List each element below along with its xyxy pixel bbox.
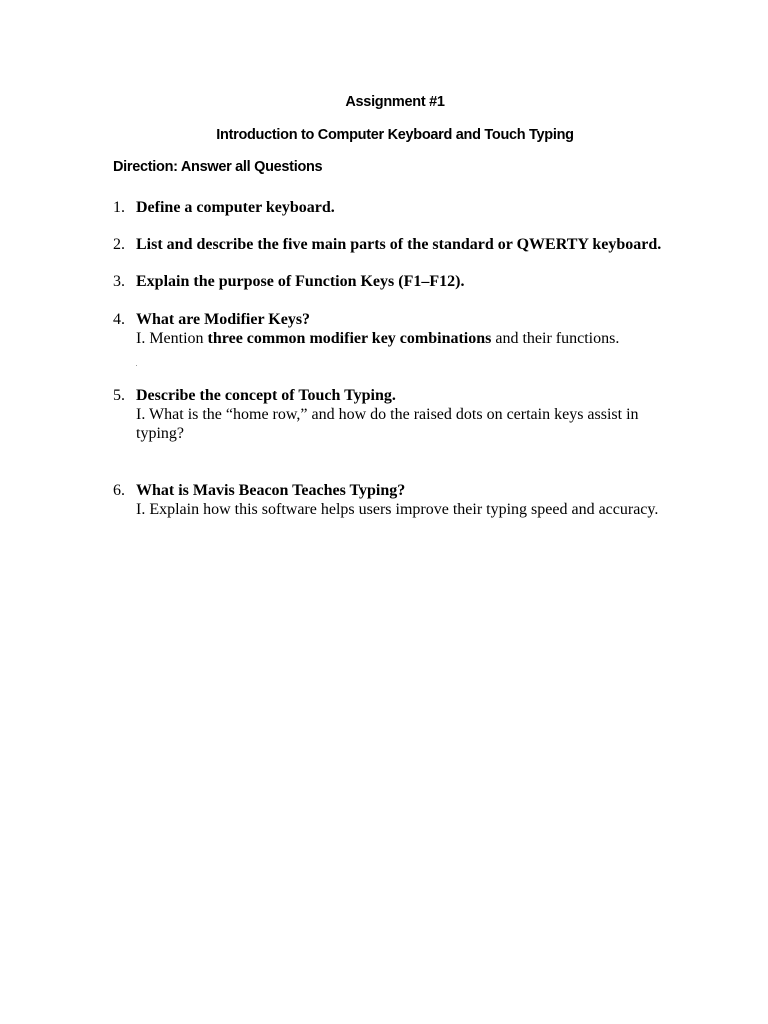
question-text: What are Modifier Keys? [136, 311, 311, 328]
question-number: 5. [113, 387, 125, 404]
question-number: 6. [113, 482, 125, 499]
assignment-title: Assignment #1 [345, 94, 445, 110]
question-6 [113, 481, 673, 519]
subpoint-emphasis: three common modifier key combinations [207, 330, 492, 347]
question-1 [113, 198, 673, 217]
question-4 [113, 310, 673, 348]
subpoint-prefix: I. Mention [136, 330, 208, 347]
directions-text: Direction: Answer all Questions [113, 159, 323, 175]
question-number: 3. [113, 273, 125, 290]
question-subpoint: I. What is the “home row,” and how do the raised dots on certain keys assist in typing? [136, 406, 639, 442]
subpoint-suffix: and their functions. [491, 330, 620, 347]
assignment-subtitle: Introduction to Computer Keyboard and Touch Typing [216, 127, 574, 143]
question-2 [113, 235, 713, 254]
question-subpoint: I. Explain how this software helps users improve their typing speed and accuracy. [136, 501, 659, 518]
question-5 [113, 386, 653, 443]
question-text: Explain the purpose of Function Keys (F1–F12). [136, 273, 465, 290]
question-number: 1. [113, 199, 125, 216]
question-subpoint [136, 329, 673, 348]
question-text: What is Mavis Beacon Teaches Typing? [136, 482, 406, 499]
question-text: List and describe the five main parts of the standard or QWERTY keyboard. [136, 236, 662, 253]
question-number: 4. [113, 311, 125, 328]
stray-mark [136, 365, 137, 366]
question-text: Define a computer keyboard. [136, 199, 335, 216]
question-text: Describe the concept of Touch Typing. [136, 387, 396, 404]
question-3 [113, 272, 673, 291]
question-number: 2. [113, 236, 125, 253]
